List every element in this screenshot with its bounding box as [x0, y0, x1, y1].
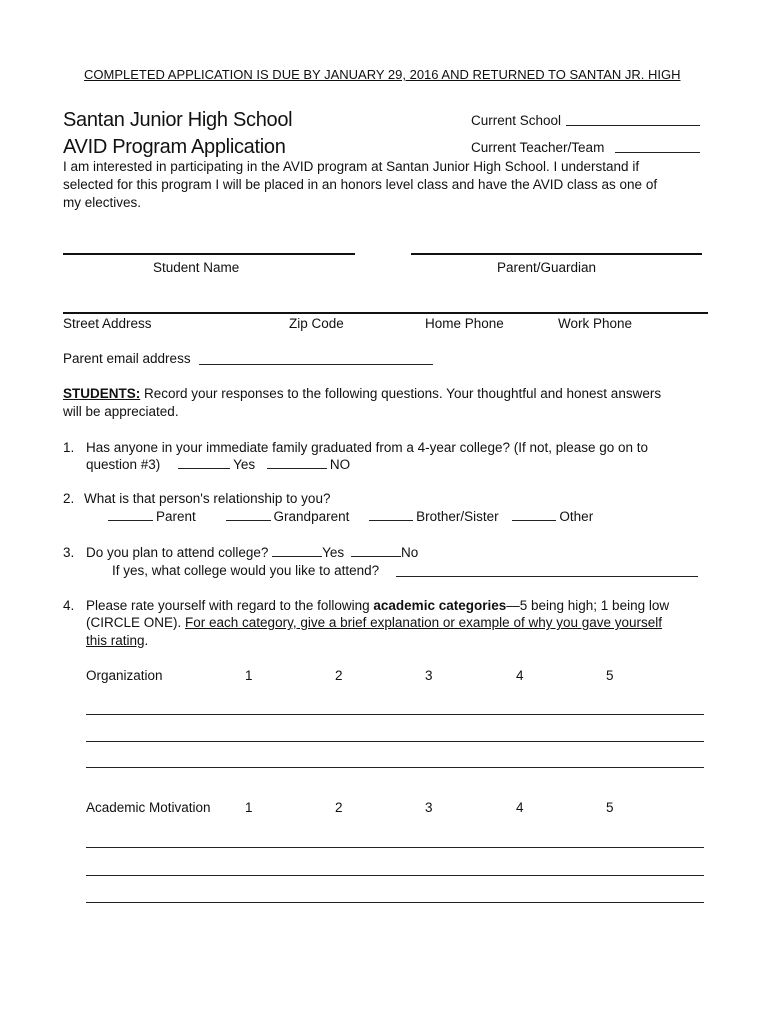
organization-rating-3[interactable]: 3 [425, 668, 433, 683]
q1-question-ref: question #3) [86, 457, 161, 472]
program-title: AVID Program Application [63, 136, 286, 158]
category-organization-label: Organization [86, 668, 163, 683]
q3-yes-blank[interactable] [272, 545, 322, 557]
organization-rating-5[interactable]: 5 [606, 668, 614, 683]
q2-other-blank[interactable] [512, 509, 556, 521]
q1-text: Has anyone in your immediate family graduated from a 4-year college? (If not, please go on to [86, 440, 649, 455]
intro-line-1: I am interested in participating in the AVID program at Santan Junior High School. I understand if [63, 159, 640, 174]
students-instruction-line-1 [63, 385, 661, 403]
category-academic-motivation-label: Academic Motivation [86, 800, 211, 815]
organization-rating-4[interactable]: 4 [516, 668, 524, 683]
q2-number: 2. [63, 491, 75, 506]
q3-no-blank[interactable] [351, 545, 401, 557]
parent-guardian-label: Parent/Guardian [497, 260, 597, 275]
q2-option-grandparent: Grandparent [273, 509, 350, 524]
current-school-field[interactable] [566, 125, 700, 126]
q4-text-prefix: Please rate yourself with regard to the following [86, 598, 374, 613]
q4-period: . [144, 633, 149, 648]
intro-line-2: selected for this program I will be placed in an honors level class and have the AVID class as one of [63, 177, 658, 192]
academic-motivation-explanation-line-1[interactable] [86, 847, 704, 848]
organization-rating-1[interactable]: 1 [245, 668, 253, 683]
academic-motivation-rating-1[interactable]: 1 [245, 800, 253, 815]
organization-explanation-line-1[interactable] [86, 714, 704, 715]
q2-options [108, 508, 593, 526]
q4-number: 4. [63, 598, 75, 613]
academic-motivation-explanation-line-3[interactable] [86, 902, 704, 903]
q2-option-brother-sister: Brother/Sister [416, 509, 499, 524]
q4-this-rating: this rating [86, 633, 145, 648]
current-teacher-label: Current Teacher/Team [471, 140, 605, 155]
academic-motivation-rating-2[interactable]: 2 [335, 800, 343, 815]
q2-parent-blank[interactable] [108, 509, 153, 521]
q3-no-label: No [400, 545, 419, 560]
q1-number: 1. [63, 440, 75, 455]
q1-yes-label: Yes [233, 457, 256, 472]
parent-email-label: Parent email address [63, 351, 191, 366]
q3-text: Do you plan to attend college? [86, 545, 269, 560]
parent-guardian-field[interactable] [411, 253, 702, 255]
q1-no-label: NO [329, 457, 351, 472]
student-name-field[interactable] [63, 253, 355, 255]
school-name: Santan Junior High School [63, 109, 293, 131]
q3-line-1 [86, 544, 418, 562]
q2-grandparent-blank[interactable] [226, 509, 271, 521]
q2-option-other: Other [559, 509, 594, 524]
q4-line-1 [86, 597, 669, 615]
students-instruction-line-2: will be appreciated. [63, 404, 179, 419]
q3-college-field[interactable] [396, 576, 698, 577]
zip-code-label: Zip Code [289, 316, 344, 331]
current-school-label: Current School [471, 113, 562, 128]
home-phone-label: Home Phone [425, 316, 504, 331]
q4-scale-note: —5 being high; 1 being low [506, 598, 670, 613]
q1-line-2 [86, 456, 350, 474]
q4-academic-categories: academic categories [373, 598, 507, 613]
q4-explanation-instruction: For each category, give a brief explanation or example of why you gave yourself [185, 615, 663, 630]
due-date-notice: COMPLETED APPLICATION IS DUE BY JANUARY 29, 2016 AND RETURNED TO SANTAN JR. HIGH [84, 67, 681, 82]
students-instruction-text: Record your responses to the following questions. Your thoughtful and honest answers [140, 386, 662, 401]
work-phone-label: Work Phone [558, 316, 633, 331]
organization-explanation-line-2[interactable] [86, 741, 704, 742]
q1-no-blank[interactable] [267, 457, 327, 469]
academic-motivation-rating-4[interactable]: 4 [516, 800, 524, 815]
q4-circle-one: (CIRCLE ONE). [86, 615, 186, 630]
parent-email-field[interactable] [199, 364, 433, 365]
students-heading: STUDENTS: [63, 386, 141, 401]
academic-motivation-explanation-line-2[interactable] [86, 875, 704, 876]
q2-brother-sister-blank[interactable] [369, 509, 413, 521]
q4-line-2 [86, 614, 662, 632]
student-name-label: Student Name [153, 260, 240, 275]
organization-explanation-line-3[interactable] [86, 767, 704, 768]
q3-number: 3. [63, 545, 75, 560]
academic-motivation-rating-3[interactable]: 3 [425, 800, 433, 815]
q2-text: What is that person's relationship to you? [84, 491, 331, 506]
address-field[interactable] [63, 312, 708, 314]
current-teacher-field[interactable] [615, 152, 700, 153]
q3-followup: If yes, what college would you like to attend? [112, 563, 380, 578]
q4-line-3 [86, 632, 148, 650]
organization-rating-2[interactable]: 2 [335, 668, 343, 683]
academic-motivation-rating-5[interactable]: 5 [606, 800, 614, 815]
q1-yes-blank[interactable] [178, 457, 230, 469]
q3-yes-label: Yes [322, 545, 345, 560]
street-address-label: Street Address [63, 316, 152, 331]
intro-line-3: my electives. [63, 195, 142, 210]
q2-option-parent: Parent [156, 509, 196, 524]
